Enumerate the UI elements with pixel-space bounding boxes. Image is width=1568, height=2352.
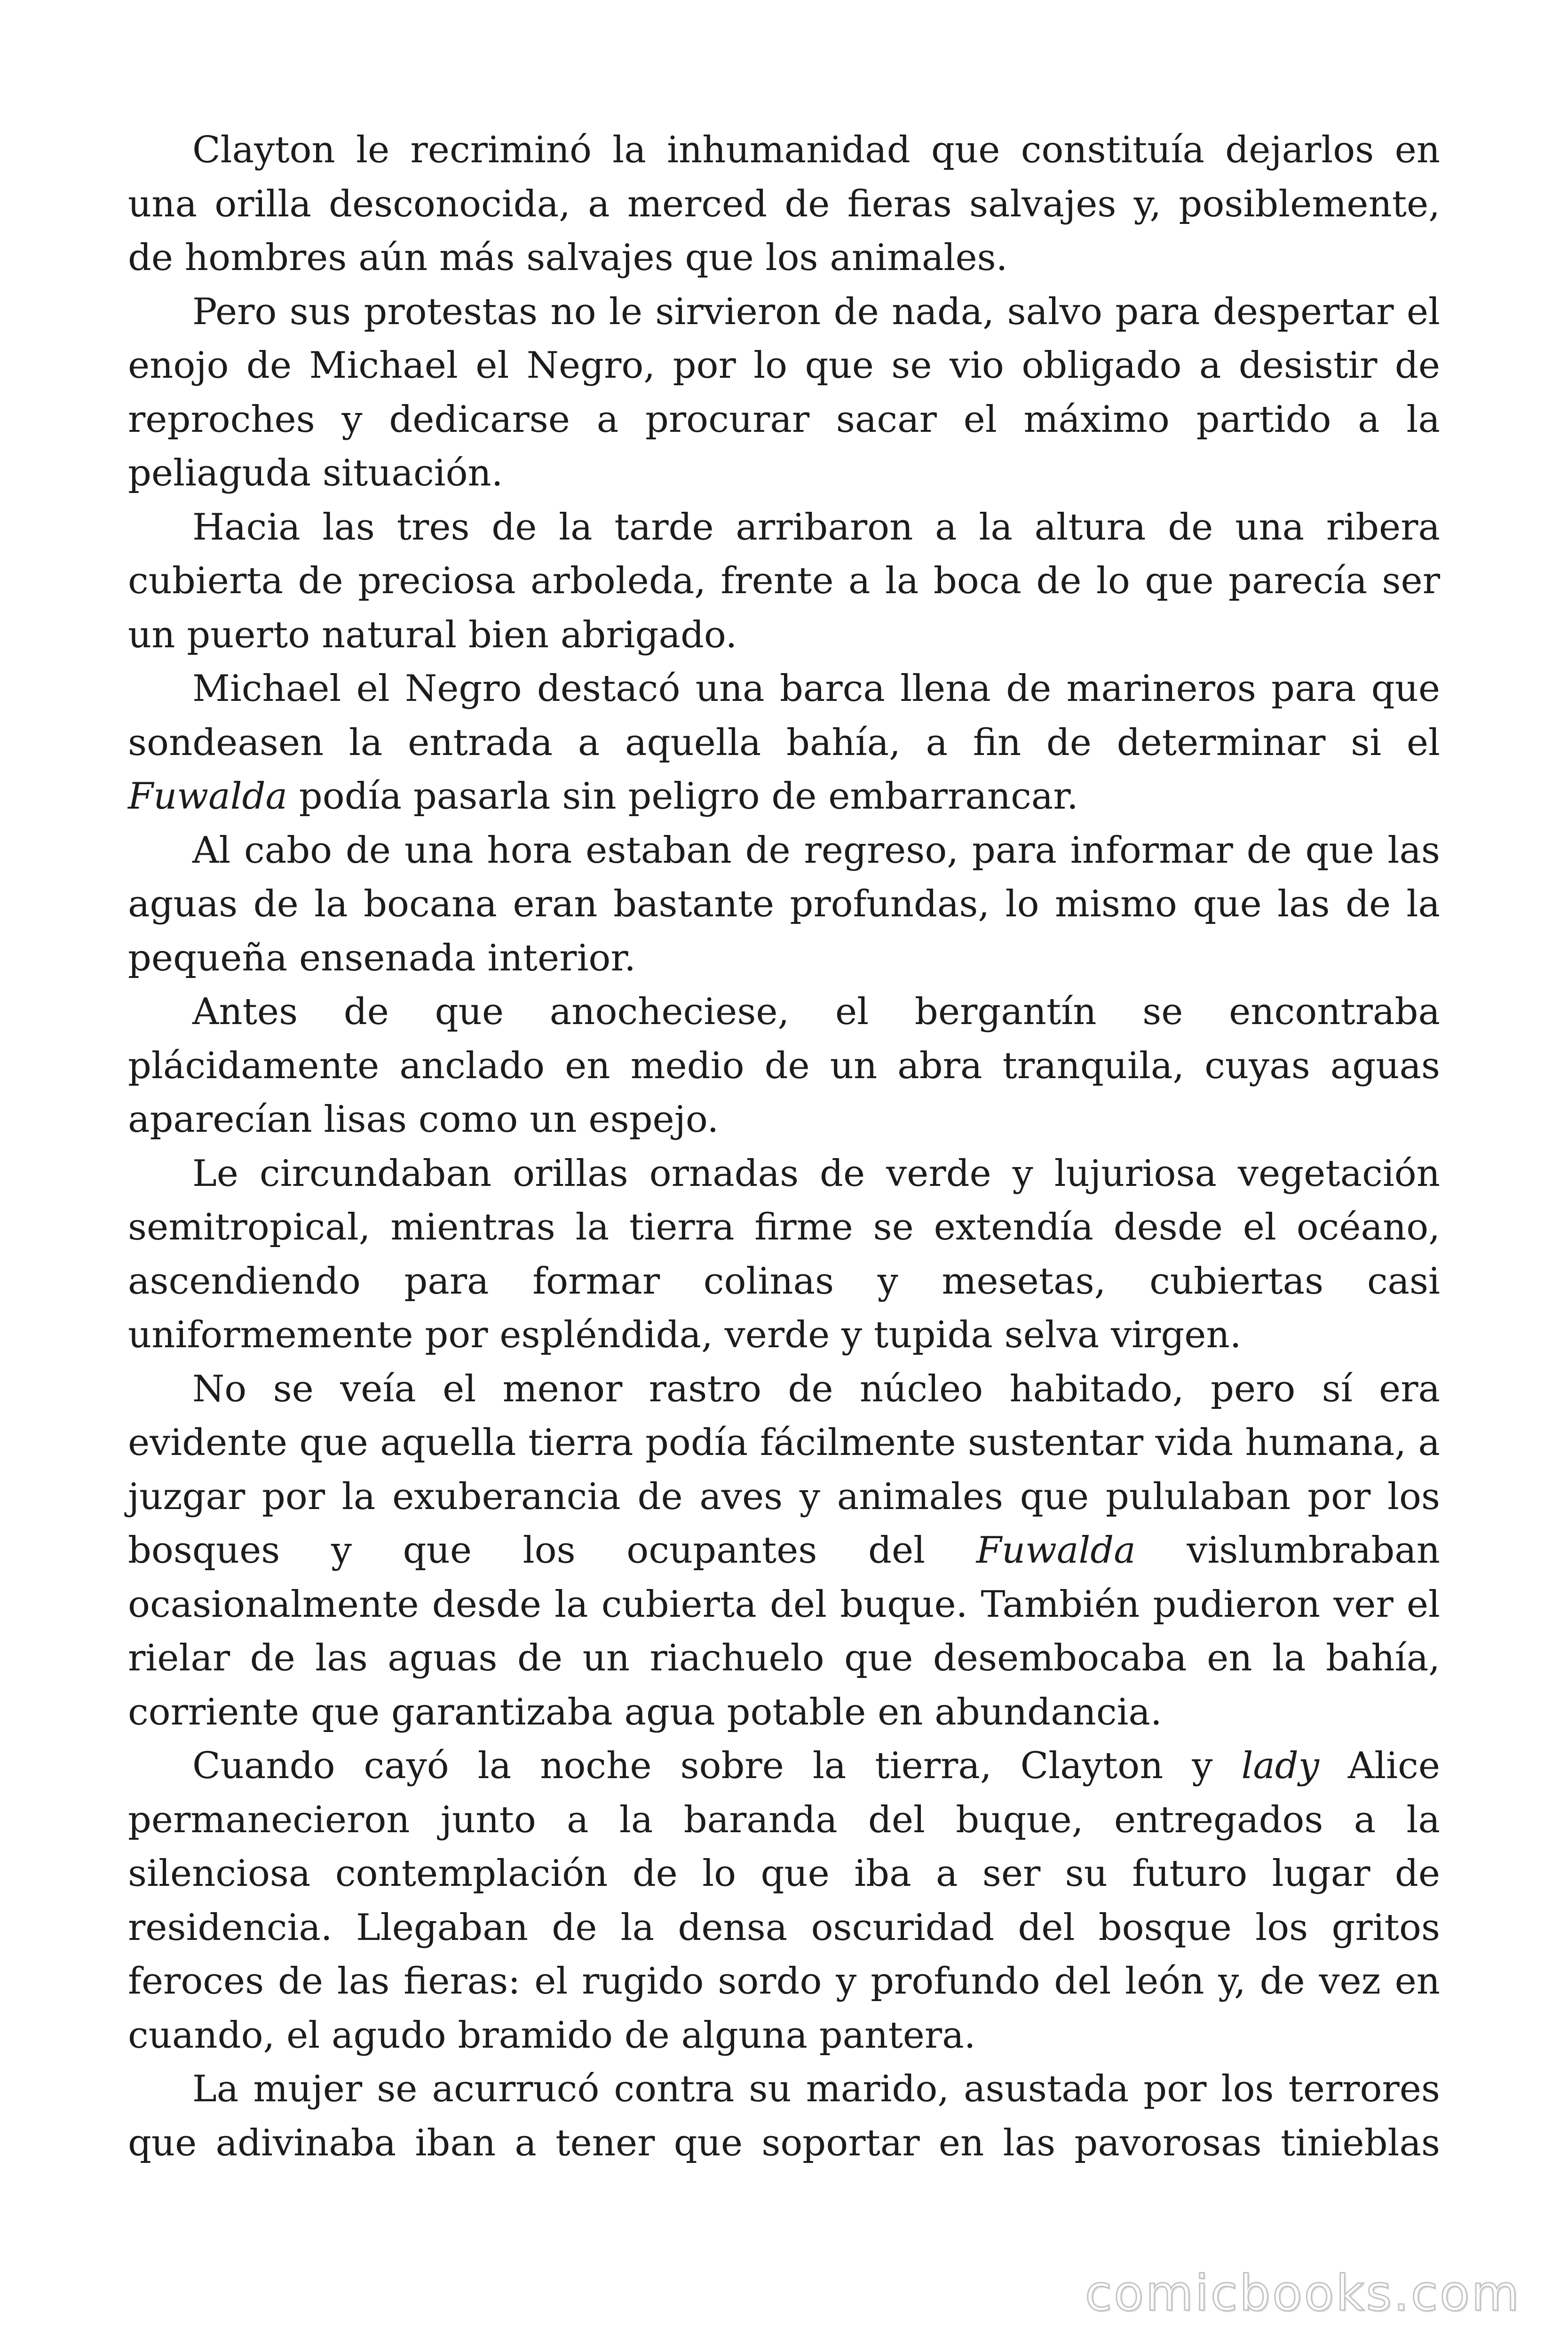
paragraph-8: No se veía el menor rastro de núcleo habitado, pero sí era evidente que aquella tierra podía fácilmente sustentar vida humana, a juzgar por la exuberancia de aves y animales que pululaban por los bosques y que los ocupantes del Fuwalda vislumbraban ocasionalmente desde la cubierta del buque. También pudieron ver el rielar de las aguas de un riachuelo que desembocaba en la bahía, corriente que garantizaba agua potable en abundancia. <box>128 1367 1440 1733</box>
paragraph-2: Pero sus protestas no le sirvieron de nada, salvo para despertar el enojo de Michael el Negro, por lo que se vio obligado a desistir de reproches y dedicarse a procurar sacar el máximo partido a la peliaguda situación. <box>128 290 1440 494</box>
ship-name-italic: Fuwalda <box>976 1529 1136 1572</box>
paragraph-9: Cuando cayó la noche sobre la tierra, Clayton y lady Alice permanecieron junto a la baranda del buque, entregados a la silenciosa contemplación de lo que iba a ser su futuro lugar de residencia. Llegaban de la densa oscuridad del bosque los gritos feroces de las fieras: el rugido sordo y profundo del león y, de vez en cuando, el agudo bramido de alguna pantera. <box>128 1745 1440 2057</box>
paragraph-6: Antes de que anocheciese, el bergantín se encontraba plácidamente anclado en medio de un abra tranquila, cuyas aguas aparecían lisas como un espejo. <box>128 991 1440 1141</box>
body-text <box>128 123 1440 2170</box>
paragraph-7: Le circundaban orillas ornadas de verde y lujuriosa vegetación semitropical, mientras la tierra firme se extendía desde el océano, ascendiendo para formar colinas y mesetas, cubiertas casi uniformemente por espléndida, verde y tupida selva virgen. <box>128 1152 1440 1356</box>
paragraph-5: Al cabo de una hora estaban de regreso, para informar de que las aguas de la bocana eran bastante profundas, lo mismo que las de la pequeña ensenada interior. <box>128 829 1440 979</box>
paragraph-1: Clayton le recriminó la inhumanidad que constituía dejarlos en una orilla desconocida, a merced de fieras salvajes y, posiblemente, de hombres aún más salvajes que los animales. <box>128 129 1440 279</box>
paragraph-10: La mujer se acurrucó contra su marido, asustada por los terrores que adivinaba iban a tener que soportar en las pavorosas tinieblas <box>128 2068 1440 2164</box>
watermark-logo: comicbooks.com <box>1085 2265 1521 2322</box>
paragraph-4: Michael el Negro destacó una barca llena de marineros para que sondeasen la entrada a aquella bahía, a fin de determinar si el Fuwalda podía pasarla sin peligro de embarrancar. <box>128 667 1440 818</box>
paragraph-3: Hacia las tres de la tarde arribaron a la altura de una ribera cubierta de preciosa arboleda, frente a la boca de lo que parecía ser un puerto natural bien abrigado. <box>128 506 1440 656</box>
title-lady-italic: lady <box>1241 1745 1319 1787</box>
ship-name-italic: Fuwalda <box>128 775 288 818</box>
